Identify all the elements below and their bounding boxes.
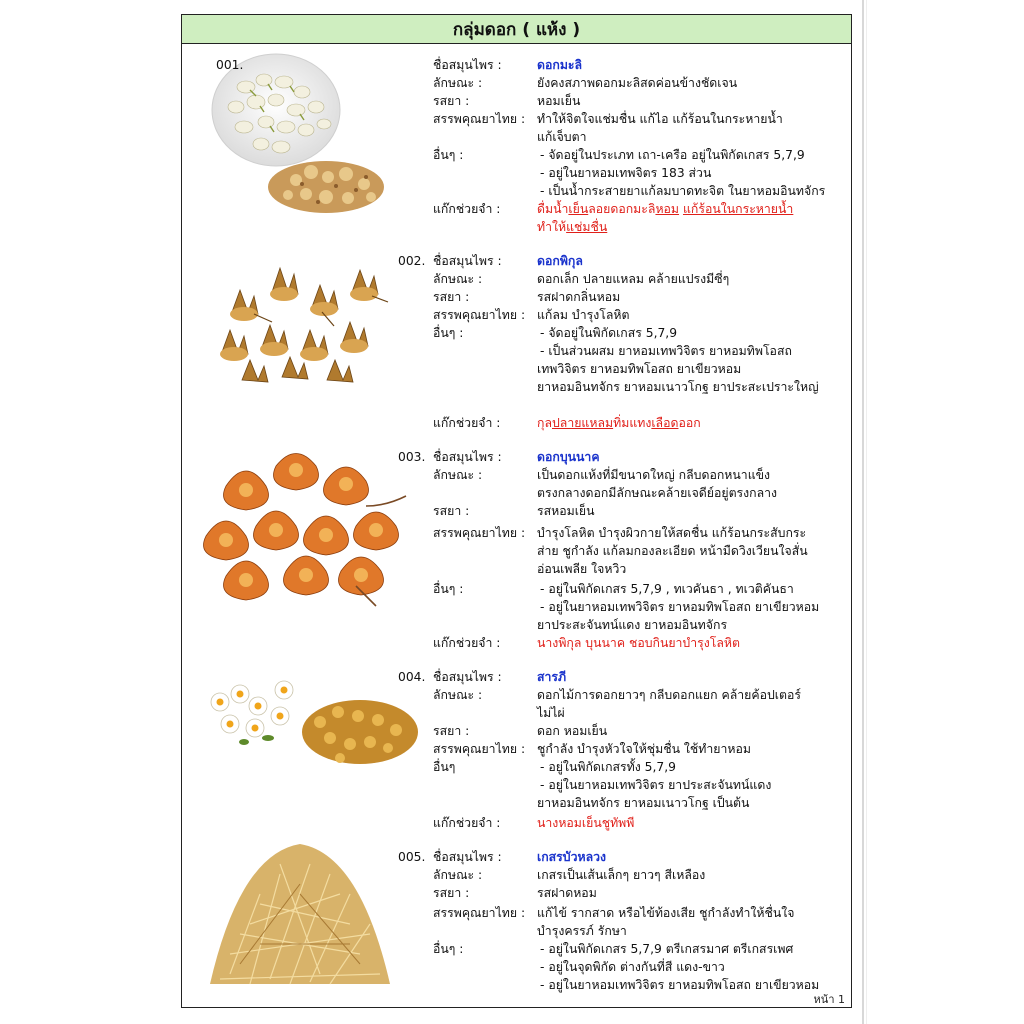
other-label: อื่นๆ : [433, 326, 464, 340]
other-text: - เป็นน้ำกระสายยาแก้ลมบาดทะจิต ในยาหอมอินทจักร [540, 184, 826, 198]
appearance-text: ดอกเล็ก ปลายแหลม คล้ายแปรงมีซี่ๆ [537, 272, 730, 286]
properties-text: บำรุงโลหิต บำรุงผิวกายให้สดชื่น แก้ร้อนกระสับกระ [537, 526, 807, 540]
name-label: ชื่อสมุนไพร : [433, 58, 502, 72]
other-text: ยาหอมอินทจักร ยาหอมเนาวโกฐ ยาประสะเปราะใหญ่ [537, 380, 819, 394]
taste-label: รสยา : [433, 886, 470, 900]
page-edge-shadow [866, 0, 867, 1024]
mnemonic-part: แช่มชื่น [566, 220, 608, 234]
appearance-label: ลักษณะ : [433, 688, 483, 702]
properties-text: แก้เจ็บตา [537, 130, 587, 144]
appearance-label: ลักษณะ : [433, 468, 483, 482]
appearance-label: ลักษณะ : [433, 76, 483, 90]
appearance-text: ไม่ไผ่ [537, 706, 565, 720]
properties-text: แก้ลม บำรุงโลหิต [537, 308, 630, 322]
name-label: ชื่อสมุนไพร : [433, 254, 502, 268]
mnemonic-part: ลอยดอกมะลิ [588, 202, 656, 216]
other-label: อื่นๆ : [433, 148, 464, 162]
appearance-text: เป็นดอกแห้งที่มีขนาดใหญ่ กลีบดอกหนาแข็ง [537, 468, 771, 482]
mnemonic-part: ดื่มน้ำ [537, 202, 569, 216]
mnemonic-part: หอม [655, 202, 680, 216]
herb-name: ดอกพิกุล [537, 254, 583, 268]
taste-text: รสหอมเย็น [537, 504, 595, 518]
mnemonic-part: แก้ร้อนในกระหายน้ำ [682, 202, 794, 216]
mnemonic-part: ออก [678, 416, 701, 430]
other-text: - อยู่ในพิกัดเกสรทั้ง 5,7,9 [540, 760, 676, 774]
name-label: ชื่อสมุนไพร : [433, 450, 502, 464]
other-text: - อยู่ในยาหอมเทพวิจิตร ยาหอมทิพโอสถ ยาเขียวหอม [540, 600, 820, 614]
mnemonic-part: เย็น [568, 202, 589, 216]
appearance-text: ยังคงสภาพดอกมะลิสดค่อนข้างชัดเจน [537, 76, 738, 90]
other-text: - อยู่ในยาหอมเทพจิตร 183 ส่วน [540, 166, 712, 180]
page-edge [862, 0, 864, 1024]
other-label: อื่นๆ [433, 760, 456, 774]
mnemonic-text [537, 200, 793, 218]
herb-name: ดอกมะลิ [537, 58, 583, 72]
lotus-stamen-image [200, 834, 400, 996]
appearance-text: ดอกไม้การดอกยาวๆ กลีบดอกแยก คล้ายค้อปเตอร์ [537, 688, 801, 702]
mnemonic-label: แก๊กช่วยจำ : [433, 636, 501, 650]
mnemonic-part: ทำให้ [537, 220, 567, 234]
entry-number: 003. [398, 450, 426, 464]
entry-number: 005. [398, 850, 426, 864]
mnemonic-part: ปลายแหลม [551, 416, 614, 430]
other-text: - อยู่ในจุดพิกัด ต่างกันที่สี แดง-ขาว [540, 960, 725, 974]
mnemonic-part: เลือด [651, 416, 679, 430]
entry-number: 002. [398, 254, 426, 268]
appearance-text: ตรงกลางดอกมีลักษณะคล้ายเจดีย์อยู่ตรงกลาง [537, 486, 778, 500]
taste-text: หอมเย็น [537, 94, 581, 108]
entry-number: 004. [398, 670, 426, 684]
appearance-text: เกสรเป็นเส้นเล็กๆ ยาวๆ สีเหลือง [537, 868, 706, 882]
mnemonic-part: ทิ่มแทง [613, 416, 652, 430]
properties-text: แก้ไข้ รากสาด หรือไข้ท้องเสีย ชูกำลังทำให้ชื่นใจ [537, 906, 795, 920]
mnemonic-text: นางหอมเย็นชูทัพพี [537, 816, 635, 830]
properties-label: สรรพคุณยาไทย : [433, 906, 526, 920]
properties-text: บำรุงครรภ์ รักษา [537, 924, 627, 938]
page-number: หน้า 1 [813, 993, 845, 1006]
other-text: - อยู่ในพิกัดเกสร 5,7,9 , ทเวคันธา , ทเวติคันธา [540, 582, 794, 596]
properties-text: ชูกำลัง บำรุงหัวใจให้ชุ่มชื่น ใช้ทำยาหอม [537, 742, 751, 756]
properties-label: สรรพคุณยาไทย : [433, 526, 526, 540]
taste-text: รสฝาดกลิ่นหอม [537, 290, 621, 304]
taste-text: ดอก หอมเย็น [537, 724, 608, 738]
bunnak-flower-image [196, 446, 416, 608]
properties-text: อ่อนเพลีย ใจหวิว [537, 562, 627, 576]
other-label: อื่นๆ : [433, 942, 464, 956]
taste-label: รสยา : [433, 504, 470, 518]
jasmine-flower-image [206, 52, 392, 234]
other-text: - อยู่ในยาหอมเทพวิจิตร ยาหอมทิพโอสถ ยาเขียวหอม [540, 978, 820, 992]
other-text: ยาประสะจันทน์แดง ยาหอมอินทจักร [537, 618, 728, 632]
appearance-label: ลักษณะ : [433, 868, 483, 882]
other-text: เทพวิจิตร ยาหอมทิพโอสถ ยาเขียวหอม [537, 362, 742, 376]
herb-name: สารภี [537, 670, 567, 684]
properties-text: ส่าย ชูกำลัง แก้ลมกองละเอียด หน้ามืดวิงเวียนใจสั่น [537, 544, 808, 558]
mnemonic-part: กุล [537, 416, 552, 430]
name-label: ชื่อสมุนไพร : [433, 670, 502, 684]
properties-text: ทำให้จิตใจแช่มชื่น แก้ไอ แก้ร้อนในกระหายน้ำ [537, 112, 783, 126]
other-text: - อยู่ในยาหอมเทพวิจิตร ยาประสะจันทน์แดง [540, 778, 772, 792]
mnemonic-text [537, 218, 607, 236]
herb-name: ดอกบุนนาค [537, 450, 600, 464]
page-title: กลุ่มดอก ( แห้ง ) [182, 15, 851, 44]
other-text: - จัดอยู่ในประเภท เถา-เครือ อยู่ในพิกัดเกสร 5,7,9 [540, 148, 805, 162]
properties-label: สรรพคุณยาไทย : [433, 742, 526, 756]
other-text: - อยู่ในพิกัดเกสร 5,7,9 ตรีเกสรมาศ ตรีเกสรเพศ [540, 942, 794, 956]
taste-label: รสยา : [433, 724, 470, 738]
entry-number: 001. [216, 58, 244, 72]
other-text: ยาหอมอินทจักร ยาหอมเนาวโกฐ เป็นต้น [537, 796, 750, 810]
taste-label: รสยา : [433, 290, 470, 304]
pikul-flower-image [202, 252, 398, 386]
other-label: อื่นๆ : [433, 582, 464, 596]
properties-label: สรรพคุณยาไทย : [433, 308, 526, 322]
taste-text: รสฝาดหอม [537, 886, 597, 900]
name-label: ชื่อสมุนไพร : [433, 850, 502, 864]
mnemonic-label: แก๊กช่วยจำ : [433, 816, 501, 830]
mnemonic-label: แก๊กช่วยจำ : [433, 202, 501, 216]
other-text: - จัดอยู่ในพิกัดเกสร 5,7,9 [540, 326, 678, 340]
herb-name: เกสรบัวหลวง [537, 850, 607, 864]
taste-label: รสยา : [433, 94, 470, 108]
other-text: - เป็นส่วนผสม ยาหอมเทพวิจิตร ยาหอมทิพโอสถ [540, 344, 792, 358]
appearance-label: ลักษณะ : [433, 272, 483, 286]
saraphi-flower-image [200, 672, 420, 774]
mnemonic-text [537, 414, 701, 432]
mnemonic-label: แก๊กช่วยจำ : [433, 416, 501, 430]
mnemonic-text: นางพิกุล บุนนาค ชอบกินยาบำรุงโลหิต [537, 636, 741, 650]
properties-label: สรรพคุณยาไทย : [433, 112, 526, 126]
